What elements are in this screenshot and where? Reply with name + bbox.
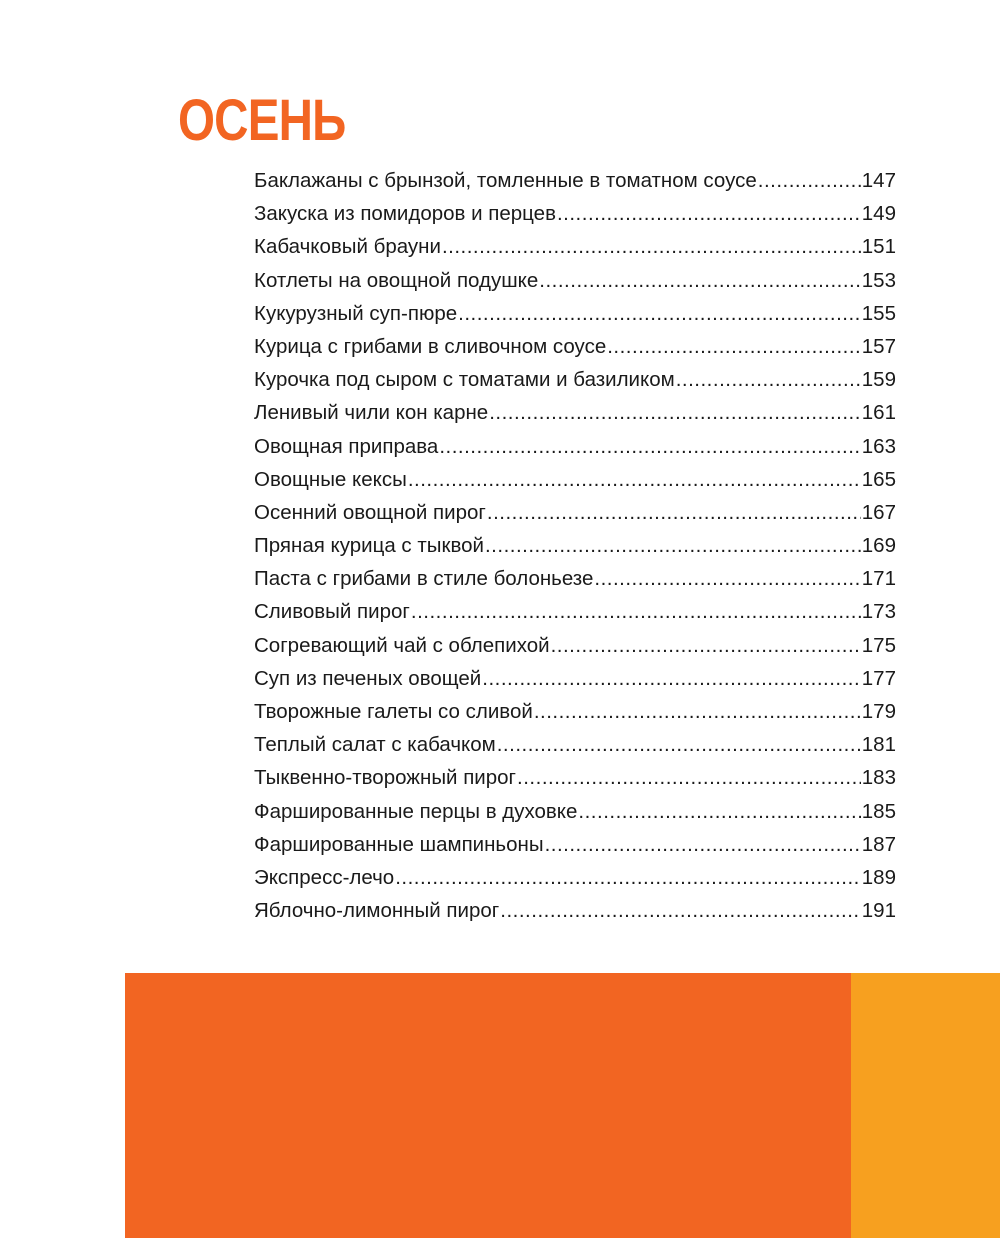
toc-entry[interactable] (254, 230, 896, 263)
toc-entry-page: 189 (861, 865, 896, 889)
toc-entry-page: 179 (861, 700, 896, 723)
toc-leader-dots (395, 861, 861, 894)
toc-entry-title: Ленивый чили кон карне (254, 401, 489, 425)
toc-entry-title: Паста с грибами в стиле болоньезе (254, 567, 594, 591)
toc-leader-dots (411, 595, 861, 628)
toc-entry[interactable] (254, 728, 896, 761)
toc-entry[interactable] (254, 330, 896, 363)
toc-entry[interactable] (254, 463, 896, 496)
toc-entry-page: 175 (861, 633, 896, 657)
toc-entry-page: 153 (861, 268, 896, 292)
toc-entry-title: Теплый салат с кабачком (254, 733, 496, 757)
toc-leader-dots (758, 164, 861, 197)
toc-entry-page: 155 (861, 301, 896, 325)
toc-entry-page: 151 (861, 235, 896, 259)
toc-entry[interactable] (254, 197, 896, 230)
toc-entry-page: 185 (861, 799, 896, 823)
toc-leader-dots (458, 297, 861, 330)
toc-entry-title: Курочка под сыром с томатами и базиликом (254, 368, 675, 392)
toc-entry[interactable] (254, 861, 896, 894)
toc-entry[interactable] (254, 164, 896, 197)
toc-entry-page: 167 (861, 500, 896, 524)
toc-leader-dots (578, 795, 860, 828)
toc-leader-dots (545, 828, 861, 861)
toc-entry[interactable] (254, 894, 896, 927)
toc-entry-page: 173 (861, 600, 896, 624)
toc-entry[interactable] (254, 761, 896, 794)
toc-entry[interactable] (254, 595, 896, 628)
toc-leader-dots (557, 197, 861, 230)
toc-leader-dots (607, 330, 861, 363)
toc-leader-dots (500, 894, 861, 927)
toc-entry-title: Экспресс-лечо (254, 865, 395, 889)
table-of-contents (254, 164, 896, 927)
toc-leader-dots (485, 529, 861, 562)
toc-leader-dots (439, 430, 860, 463)
toc-entry-page: 157 (861, 334, 896, 358)
toc-entry-title: Котлеты на овощной подушке (254, 268, 539, 292)
toc-entry[interactable] (254, 264, 896, 297)
yellow-color-band (851, 973, 1000, 1238)
section-title: ОСЕНЬ (178, 88, 346, 153)
toc-leader-dots (489, 396, 861, 429)
toc-entry-page: 183 (861, 766, 896, 790)
toc-leader-dots (551, 629, 861, 662)
toc-entry-title: Кабачковый брауни (254, 235, 441, 259)
toc-entry-page: 163 (861, 434, 896, 458)
toc-entry[interactable] (254, 430, 896, 463)
toc-entry[interactable] (254, 363, 896, 396)
toc-entry-title: Овощная приправа (254, 434, 439, 458)
toc-entry[interactable] (254, 828, 896, 861)
toc-entry-page: 187 (861, 832, 896, 856)
toc-entry-title: Курица с грибами в сливочном соусе (254, 334, 607, 358)
orange-color-band (125, 973, 851, 1238)
toc-entry-title: Творожные галеты со сливой (254, 700, 533, 723)
toc-entry-title: Тыквенно-творожный пирог (254, 766, 517, 790)
toc-entry-title: Пряная курица с тыквой (254, 534, 484, 558)
toc-entry[interactable] (254, 629, 896, 662)
toc-entry[interactable] (254, 562, 896, 595)
toc-entry-page: 177 (861, 666, 896, 690)
toc-entry-title: Фаршированные перцы в духовке (254, 799, 578, 823)
toc-entry[interactable] (254, 529, 896, 562)
toc-leader-dots (497, 728, 861, 761)
toc-entry-page: 161 (861, 401, 896, 425)
toc-leader-dots (408, 463, 861, 496)
toc-entry-page: 165 (861, 467, 896, 491)
toc-entry-page: 171 (861, 567, 896, 591)
toc-entry-title: Яблочно-лимонный пирог (254, 899, 500, 923)
toc-entry-page: 169 (861, 534, 896, 558)
toc-entry[interactable] (254, 396, 896, 429)
toc-entry-title: Фаршированные шампиньоны (254, 832, 544, 856)
toc-entry[interactable] (254, 695, 896, 728)
toc-entry-title: Сливовый пирог (254, 600, 410, 624)
toc-entry-page: 159 (861, 368, 896, 392)
toc-entry-page: 191 (861, 899, 896, 923)
toc-entry[interactable] (254, 662, 896, 695)
toc-entry-page: 181 (861, 733, 896, 757)
toc-entry-title: Суп из печеных овощей (254, 666, 482, 690)
toc-entry[interactable] (254, 795, 896, 828)
toc-leader-dots (539, 264, 861, 297)
toc-leader-dots (482, 662, 861, 695)
toc-entry-title: Согревающий чай с облепихой (254, 633, 550, 657)
toc-leader-dots (676, 363, 861, 396)
toc-entry[interactable] (254, 496, 896, 529)
toc-entry-title: Закуска из помидоров и перцев (254, 202, 556, 226)
toc-entry-page: 147 (861, 169, 896, 192)
toc-entry-title: Овощные кексы (254, 467, 407, 491)
toc-leader-dots (487, 496, 861, 529)
toc-leader-dots (534, 695, 861, 728)
toc-entry-page: 149 (861, 202, 896, 226)
toc-leader-dots (442, 230, 861, 263)
toc-leader-dots (517, 761, 861, 794)
toc-entry-title: Кукурузный суп-пюре (254, 301, 458, 325)
toc-entry[interactable] (254, 297, 896, 330)
toc-entry-title: Баклажаны с брынзой, томленные в томатном соусе (254, 169, 757, 192)
toc-entry-title: Осенний овощной пирог (254, 500, 486, 524)
toc-leader-dots (594, 562, 860, 595)
